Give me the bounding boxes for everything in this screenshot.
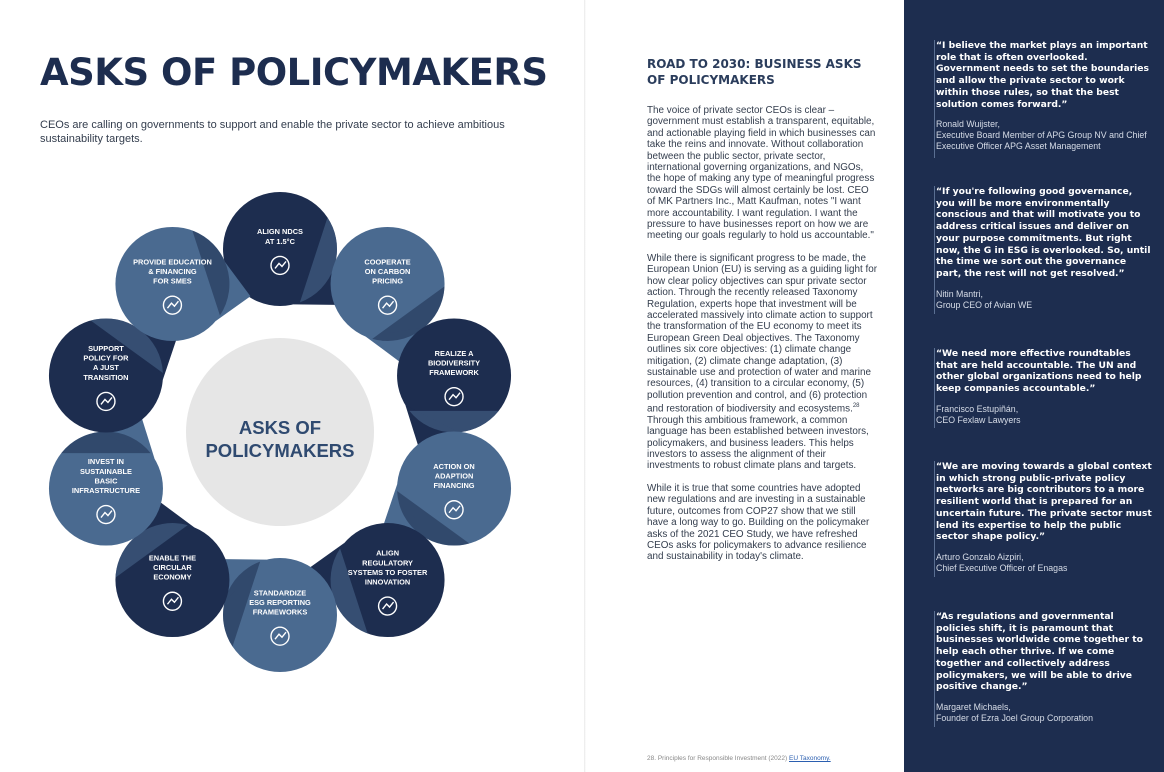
wheel-petal-label-line: FRAMEWORK [429, 368, 479, 378]
wheel-petal-label-line: SYSTEMS TO FOSTER [347, 567, 428, 577]
body-paragraph-2-text: While there is significant progress to be made, the European Union (EU) is serving as a guiding light for how clear policy objectives can spur private sector action. Through the recently released Taxonomy Regulation, experts hope that investment will be accelerated massively into climate action to support the transformation of the EU economy to meet its European Green Deal objectives. The Taxonomy outlines six core objectives: (1) climate change mitigation, (2) climate change adaptation, (3) sustainable use and protection of water and marine resources, (4) transition to a circular economy, (5) pollution prevention and control, and (6) protection and restoration of biodiversity and ecosystems. [647, 252, 877, 415]
wheel-petal-label-line: SUSTAINABLE [79, 466, 132, 476]
body-paragraph-2 [647, 253, 878, 472]
quote-text: “As regulations and governmental policies shift, it is paramount that businesses worldwide come together to help each other thrive. If we come together and collectively address policymakers, we will be able to drive positive change.” [936, 611, 1143, 693]
quote-author-name: Nitin Mantri, [936, 288, 983, 299]
quote-author-role: Founder of Ezra Joel Group Corporation [936, 712, 1093, 723]
wheel-petal-label-line: REALIZE A [434, 348, 474, 358]
wheel-petal-label-line: FRAMEWORKS [252, 607, 308, 617]
quote-author [936, 552, 1154, 574]
quote-1 [936, 40, 1154, 152]
quote-author-name: Arturo Gonzalo Aizpiri, [936, 551, 1024, 562]
body-text-column [647, 105, 878, 574]
wheel-petal-6 [223, 558, 337, 672]
wheel-petal-label-line: PRICING [372, 276, 403, 286]
quote-rule [934, 611, 935, 727]
quote-text: “I believe the market plays an important role that is often overlooked. Government needs to set the boundaries and allow the private sector to work within those rules, so that the best solution comes forward.” [936, 40, 1150, 110]
footnote [647, 755, 831, 762]
footnote-text: 28. Principles for Responsible Investment (2022) [647, 755, 789, 762]
quote-author-role: Chief Executive Officer of Enagas [936, 562, 1068, 573]
intro-text: CEOs are calling on governments to support and enable the private sector to achieve ambitious sustainability targets. [40, 119, 505, 145]
quote-panel [904, 0, 1164, 772]
quote-author [936, 119, 1154, 152]
quote-2 [936, 186, 1154, 311]
wheel-petal-label-line: INFRASTRUCTURE [71, 485, 141, 495]
quote-author [936, 404, 1154, 426]
wheel-center-label-2: POLICYMAKERS [205, 440, 355, 461]
quote-4 [936, 461, 1154, 574]
quote-rule [934, 461, 935, 577]
quote-3 [936, 348, 1154, 426]
quote-text: “We are moving towards a global context in which strong public-private policy networks are big contributors to a more resilient world that is prepared for an uncertain future. The private sector must lend its expertise to help the public sector shape policy.” [936, 461, 1152, 543]
footnote-ref: 28 [852, 403, 860, 410]
wheel-petal-label-line: BIODIVERSITY [427, 358, 481, 368]
wheel-petal-label-line: ACTION ON [433, 461, 475, 471]
footnote-link[interactable]: EU Taxonomy. [789, 755, 831, 762]
page-title: ASKS OF POLICYMAKERS [40, 51, 548, 94]
wheel-petal-label-line: PROVIDE EDUCATION [133, 257, 212, 267]
wheel-petal-label-line: SUPPORT [88, 344, 124, 354]
quote-rule [934, 186, 935, 314]
wheel-petal-label-line: ENABLE THE [148, 553, 197, 563]
wheel-petal-label-line: CIRCULAR [153, 563, 192, 573]
wheel-center-label-1: ASKS OF [238, 417, 322, 438]
wheel-petal-label-line: ADAPTION [434, 471, 474, 481]
quote-text: “We need more effective roundtables that are held accountable. The UN and other global organizations need to help keep companies accountable.” [936, 348, 1142, 395]
quote-author [936, 702, 1154, 724]
quote-author [936, 289, 1154, 311]
wheel-petal-label-line: ALIGN [376, 548, 400, 558]
quote-rule [934, 40, 935, 158]
quote-5 [936, 611, 1154, 724]
wheel-petal-label-line: REGULATORY [362, 558, 413, 568]
quote-text: “If you're following good governance, you will be more environmentally conscious and that will motivate you to address critical issues and deliver on your purpose commitments. But right now, the G in ESG is overlooked. So, until the time we sort out the governance part, the rest will not get resolved.” [936, 186, 1151, 279]
body-paragraph-2-cont: Through this ambitious framework, a common language has been established between investors, policymakers, and business leaders. This helps investors to assess the alignment of their investments to robust climate plans and targets. [647, 414, 869, 472]
quote-author-name: Francisco Estupiñán, [936, 403, 1019, 414]
wheel-petal-label-line: ESG REPORTING [249, 598, 311, 607]
section-heading: ROAD TO 2030: BUSINESS ASKS OF POLICYMAKERS [647, 57, 862, 87]
quote-rule [934, 348, 935, 428]
wheel-petal-label-line: COOPERATE [364, 257, 411, 267]
quote-author-role: Executive Board Member of APG Group NV and Chief Executive Officer APG Asset Management [936, 130, 1147, 152]
quote-author-role: Group CEO of Avian WE [936, 299, 1033, 310]
wheel-petal-label-line: TRANSITION [83, 372, 129, 382]
quote-author-name: Margaret Michaels, [936, 701, 1011, 712]
wheel-petal-label-line: A JUST [92, 363, 119, 373]
wheel-petal-label-line: POLICY FOR [83, 353, 129, 363]
quote-author-name: Ronald Wuijster, [936, 119, 1000, 130]
wheel-petal-label-line: & FINANCING [148, 266, 197, 276]
wheel-petal-label-line: STANDARDIZE [253, 588, 307, 598]
wheel-petal-3 [397, 318, 511, 445]
wheel-petal-label-line: BASIC [94, 476, 118, 486]
body-paragraph-3: While it is true that some countries have adopted new regulations and are investing in a sustainable future, outcomes from COP27 show that we still have a long way to go. Building on the policymaker asks of the 2021 CEO Study, we have refreshed CEOs asks for policymakers to advance resilience and sustainability in today's climate. [647, 482, 870, 563]
body-paragraph-1: The voice of private sector CEOs is clear – government must establish a transparent, equitable, and actionable playing field in which businesses can take the reins and innovate. Without collaboration between the public sector, private sector, international governing organizations, and NGOs, the hope of making any type of meaningful progress toward the SDGs will almost certainly be lost. CEO of MK Partners Inc., Matt Kaufman, notes "I want more accountability. I want regulation. I want the pressure to have businesses report on how we are meeting our goals regularly to hold us accountable." [647, 105, 876, 242]
wheel-petal-label-line: ON CARBON [364, 266, 411, 276]
wheel-petal-label-line: INVEST IN [87, 457, 125, 467]
quote-author-role: CEO Fexlaw Lawyers [936, 414, 1021, 425]
wheel-petal-label-line: FINANCING [433, 481, 475, 491]
wheel-petal-label-line: FOR SMES [153, 276, 192, 286]
wheel-petal-label-line: AT 1.5°C [265, 236, 295, 246]
wheel-petal-label-line: ECONOMY [153, 572, 192, 582]
wheel-petal-label-line: ALIGN NDCS [257, 227, 303, 237]
wheel-petal-label-line: INNOVATION [364, 577, 411, 587]
wheel-petal-8 [49, 418, 163, 545]
